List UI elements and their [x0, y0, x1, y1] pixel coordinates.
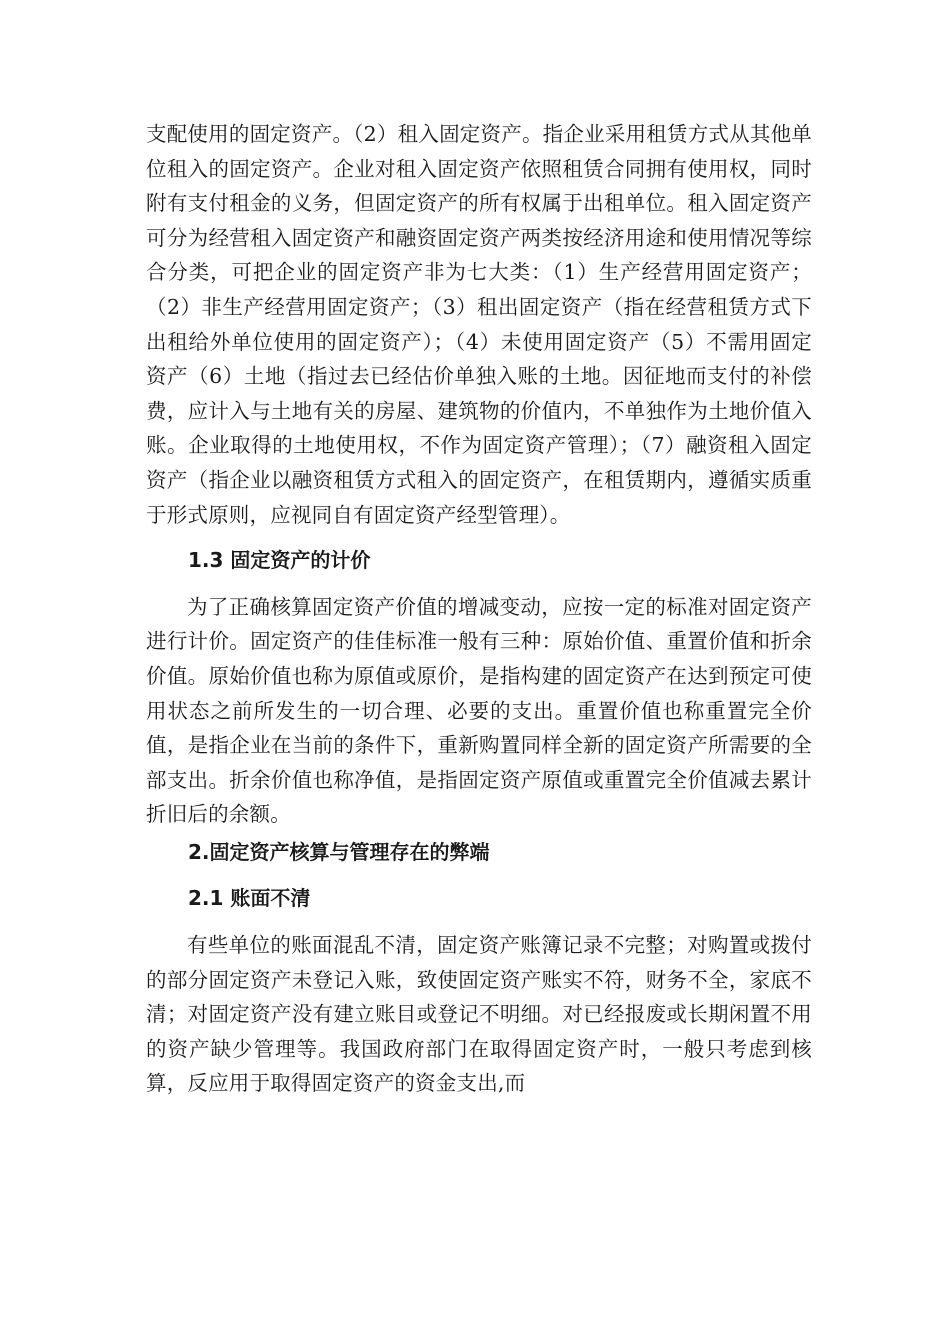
heading-accounting-problems: 2.固定资产核算与管理存在的弊端 [188, 839, 490, 864]
paragraph-unclear-accounts: 有些单位的账面混乱不清，固定资产账簿记录不完整；对购置或拨付的部分固定资产未登记入账，致使固定资产账实不符，财务不全，家底不清；对固定资产没有建立账目或登记不明细。对已经报废或长期闲置不用的资产缺少管理等。我国政府部门在取得固定资产时，一般只考虑到核算，反应用于取得固定资产的资金支出,而 [146, 933, 812, 1096]
heading-unclear-accounts: 2.1 账面不清 [188, 886, 311, 911]
paragraph-fixed-asset-classification: 支配使用的固定资产。（2）租入固定资产。指企业采用租赁方式从其他单位租入的固定资产。企业对租入固定资产依照租赁合同拥有使用权，同时附有支付租金的义务，但固定资产的所有权属于出租单位。租入固定资产可分为经营租入固定资产和融资固定资产两类按经济用途和使用情况等综合分类，可把企业的固定资产非为七大类：（1）生产经营用固定资产；（2）非生产经营用固定资产；（3）租出固定资产（指在经营租赁方式下出租给外单位使用的固定资产）；（4）未使用固定资产（5）不需用固定资产（6）土地（指过去已经估价单独入账的土地。因征地而支付的补偿费，应计入与土地有关的房屋、建筑物的价值内，不单独作为土地价值入账。企业取得的土地使用权，不作为固定资产管理）；（7）融资租入固定资产（指企业以融资租赁方式租入的固定资产，在租赁期内，遵循实质重于形式原则，应视同自有固定资产经型管理）。 [146, 122, 812, 527]
document-page [146, 117, 812, 1101]
paragraph-fixed-asset-valuation: 为了正确核算固定资产价值的增减变动，应按一定的标准对固定资产进行计价。固定资产的佳佳标准一般有三种：原始价值、重置价值和折余价值。原始价值也称为原值或原价，是指构建的固定资产在达到预定可使用状态之前所发生的一切合理、必要的支出。重置价值也称重置完全价值，是指企业在当前的条件下，重新购置同样全新的固定资产所需要的全部支出。折余价值也称净值，是指固定资产原值或重置完全价值减去累计折旧后的余额。 [146, 594, 812, 827]
heading-fixed-asset-valuation: 1.3 固定资产的计价 [188, 548, 371, 573]
